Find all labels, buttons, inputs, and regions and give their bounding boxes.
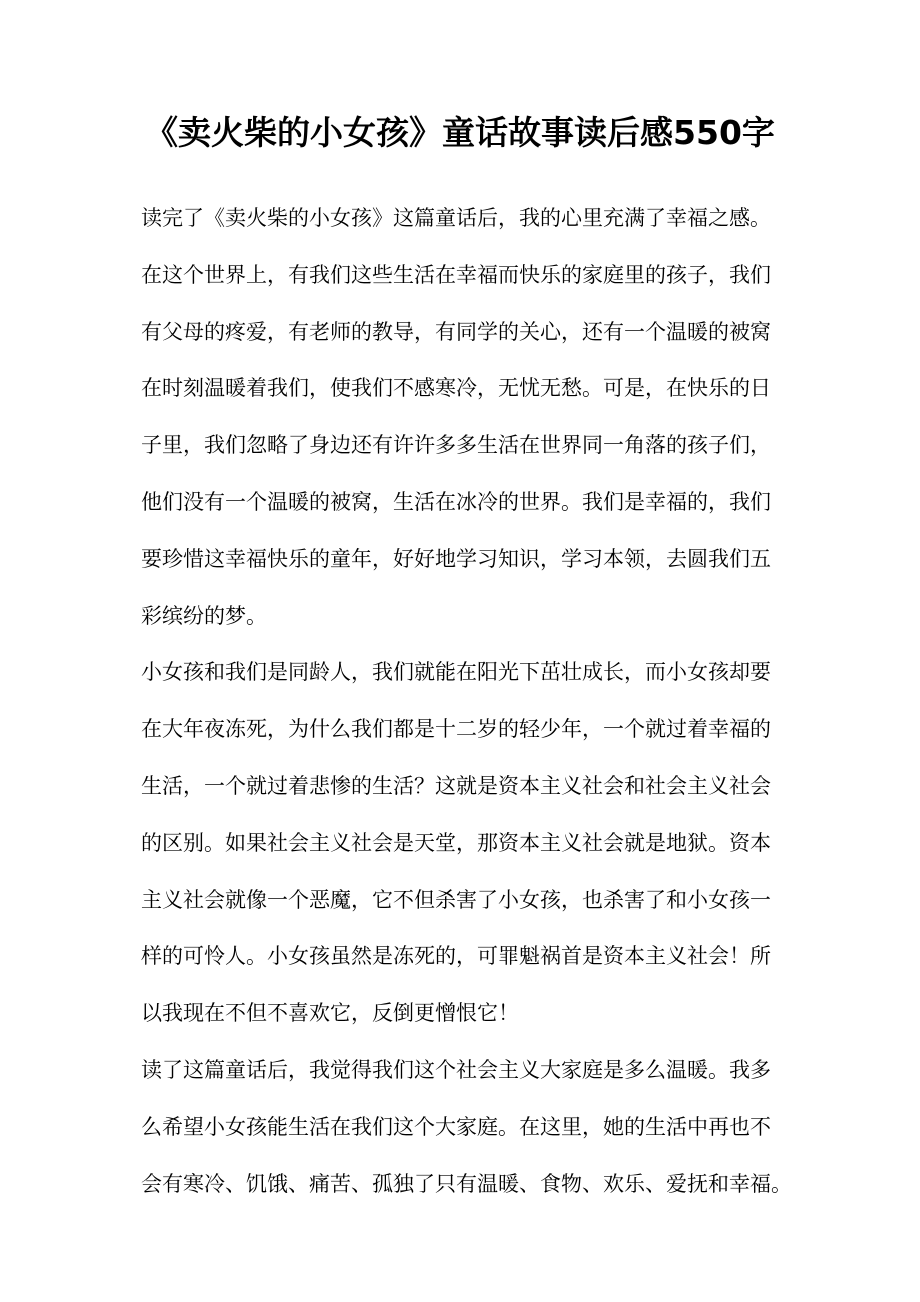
text-line: 么希望小女孩能生活在我们这个大家庭。在这里，她的生活中再也不: [141, 1114, 771, 1139]
text-line: 要珍惜这幸福快乐的童年，好好地学习知识，学习本领，去圆我们五: [141, 546, 771, 571]
text-line: 读了这篇童话后，我觉得我们这个社会主义大家庭是多么温暖。我多: [141, 1057, 771, 1082]
text-line: 有父母的疼爱，有老师的教导，有同学的关心，还有一个温暖的被窝: [141, 319, 771, 344]
text-line: 他们没有一个温暖的被窝，生活在冰冷的世界。我们是幸福的，我们: [141, 489, 771, 514]
text-line: 生活，一个就过着悲惨的生活？这就是资本主义社会和社会主义社会: [141, 773, 771, 798]
text-line: 在时刻温暖着我们，使我们不感寒冷，无忧无愁。可是，在快乐的日: [141, 376, 771, 401]
document-body: [141, 190, 821, 1212]
text-line: 彩缤纷的梦。: [141, 603, 267, 628]
text-line: 小女孩和我们是同龄人，我们就能在阳光下茁壮成长，而小女孩却要: [141, 660, 771, 685]
text-line: 以我现在不但不喜欢它，反倒更憎恨它！: [141, 1001, 519, 1026]
text-line: 读完了《卖火柴的小女孩》这篇童话后，我的心里充满了幸福之感。: [141, 206, 771, 230]
text-line: 会有寒冷、饥饿、痛苦、孤独了只有温暖、食物、欢乐、爱抚和幸福。: [141, 1171, 792, 1196]
text-line: 子里，我们忽略了身边还有许许多多生活在世界同一角落的孩子们，: [141, 433, 771, 458]
document-title: 《卖火柴的小女孩》童话故事读后感550字: [145, 113, 775, 152]
text-line: 在大年夜冻死，为什么我们都是十二岁的轻少年，一个就过着幸福的: [141, 717, 771, 742]
text-line: 样的可怜人。小女孩虽然是冻死的，可罪魁祸首是资本主义社会！所: [141, 944, 771, 969]
text-line: 在这个世界上，有我们这些生活在幸福而快乐的家庭里的孩子，我们: [141, 262, 771, 287]
text-line: 主义社会就像一个恶魔，它不但杀害了小女孩，也杀害了和小女孩一: [141, 887, 771, 912]
text-line: 的区别。如果社会主义社会是天堂，那资本主义社会就是地狱。资本: [141, 830, 771, 855]
